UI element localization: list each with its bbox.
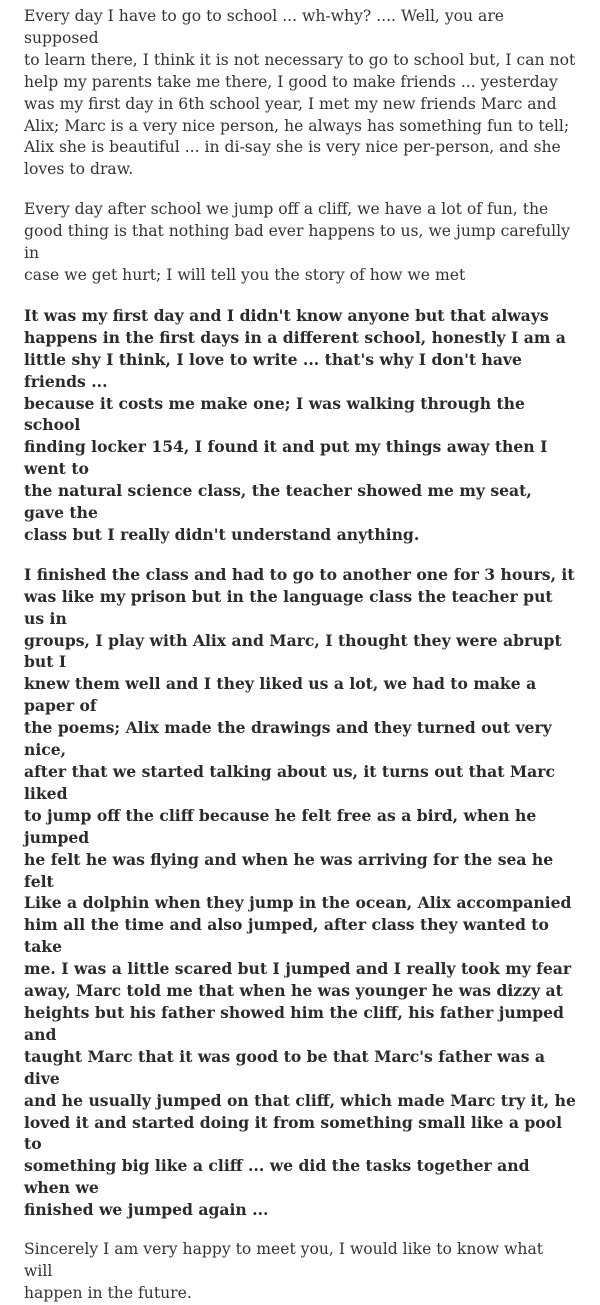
paragraph-first-day: It was my first day and I didn't know anyone but that always happens in the first days in a different school, honestly I am a little shy I think, I love to write ... that's why I don't have friends ... because it costs me make one; I was walking through the school finding locker 154, I found it and put my things away then I went to the natural science class, the teacher showed me my seat, gave the class but I really didn't understand anything. <box>24 305 566 544</box>
paragraph-language-class: I finished the class and had to go to another one for 3 hours, it was like my prison but in the language class the teacher put us in groups, I play with Alix and Marc, I thought they were abrupt but I knew them well and I they liked us a lot, we had to make a paper of the poems; Alix made the drawings and they turned out very nice, after that we started talking about us, it turns out that Marc liked to jump off the cliff because he felt free as a bird, when he jumped he felt he was flying and when he was arriving for the sea he felt Like a dolphin when they jump in the ocean, Alix accompanied him all the time and also jumped, after class they wanted to take me. I was a little scared but I jumped and I really took my fear away, Marc told me that when he was younger he was dizzy at heights but his father showed him the cliff, his father jumped and taught Marc that it was good to be that Marc's father was a dive and he usually jumped on that cliff, which made Marc try it, he loved it and started doing it from something small like a pool to something big like a cliff ... we did the tasks together and when we finished we jumped again ... <box>24 564 576 1220</box>
paragraph-closing: Sincerely I am very happy to meet you, I would like to know what will happen in the future. <box>24 1240 544 1302</box>
paragraph-cliff: Every day after school we jump off a cliff, we have a lot of fun, the good thing is that nothing bad ever happens to us, we jump carefully in case we get hurt; I will tell you the story of how we met <box>24 200 570 284</box>
paragraph-intro: Every day I have to go to school ... wh-why? .... Well, you are supposed to learn there, I think it is not necessary to go to school but, I can not help my parents take me there, I good to make friends ... yesterday was my first day in 6th school year, I met my new friends Marc and Alix; Marc is a very nice person, he always has something fun to tell; Alix she is beautiful ... in di-say she is very nice per-person, and she loves to draw. <box>24 7 576 179</box>
